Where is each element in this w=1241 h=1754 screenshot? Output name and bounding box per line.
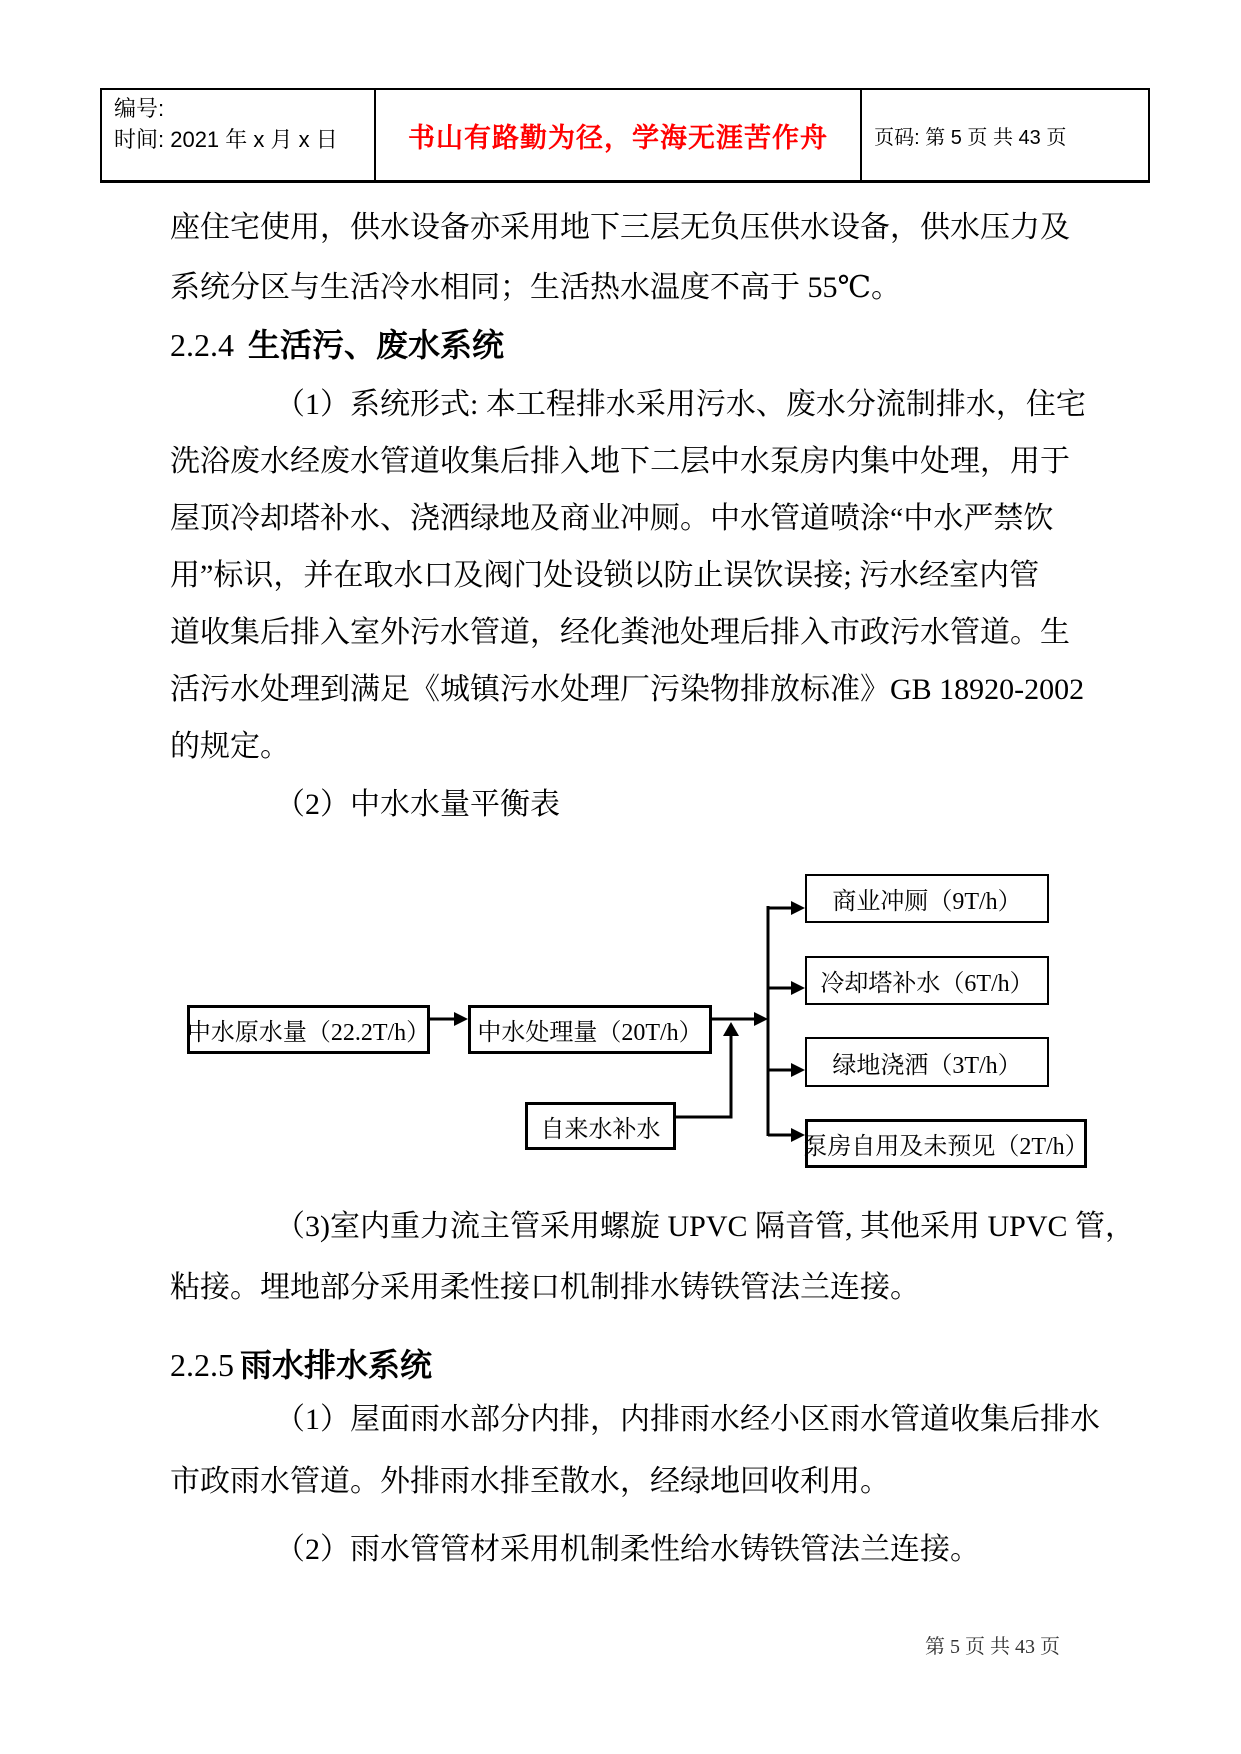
box-green-irrigation: 绿地浇洒（3T/h） (805, 1037, 1049, 1087)
header-left-cell (102, 90, 376, 180)
doc-date-label: 时间: 2021 年 x 月 x 日 (114, 127, 338, 152)
section-heading-224 (170, 323, 504, 367)
section-title: 生活污、废水系统 (248, 327, 505, 363)
box-pump-room: 泵房自用及未预见（2T/h） (805, 1119, 1087, 1168)
header-table (100, 88, 1150, 183)
paragraph-line: （1）系统形式: 本工程排水采用污水、废水分流制排水，住宅 (275, 388, 1086, 421)
paragraph-line: 洗浴废水经废水管道收集后排入地下二层中水泵房内集中处理，用于 (170, 445, 1070, 478)
section-heading-225 (170, 1343, 432, 1387)
paragraph-line: 座住宅使用，供水设备亦采用地下三层无负压供水设备，供水压力及 (170, 211, 1070, 244)
paragraph-line: 用”标识，并在取水口及阀门处设锁以防止误饮误接; 污水经室内管 (170, 559, 1040, 592)
box-cooling-tower: 冷却塔补水（6T/h） (805, 956, 1049, 1005)
footer-page-number: 第 5 页 共 43 页 (925, 1636, 1060, 1658)
paragraph-line: （2）雨水管管材采用机制柔性给水铸铁管法兰连接。 (275, 1533, 980, 1566)
header-page-label: 页码: 第 5 页 共 43 页 (874, 126, 1067, 149)
paragraph-line: （3)室内重力流主管采用螺旋 UPVC 隔音管, 其他采用 UPVC 管， (275, 1210, 1136, 1243)
box-treatment: 中水处理量（20T/h） (468, 1005, 712, 1054)
section-number: 2.2.4 (170, 327, 234, 363)
paragraph-line: 粘接。埋地部分采用柔性接口机制排水铸铁管法兰连接。 (170, 1271, 920, 1304)
header-page-cell (862, 90, 1148, 180)
paragraph-line: 活污水处理到满足《城镇污水处理厂污染物排放标准》GB 18920-2002 (170, 673, 1085, 706)
paragraph-line: 屋顶冷却塔补水、浇洒绿地及商业冲厕。中水管道喷涂“中水严禁饮 (170, 502, 1054, 535)
header-motto-text: 书山有路勤为径，学海无涯苦作舟 (408, 122, 829, 153)
box-tap-water: 自来水补水 (525, 1102, 676, 1150)
box-commercial-flush: 商业冲厕（9T/h） (805, 874, 1049, 923)
box-raw-water: 中水原水量（22.2T/h） (187, 1005, 430, 1054)
header-motto-cell (376, 90, 862, 180)
doc-number-label: 编号: (114, 96, 165, 121)
section-number: 2.2.5 (170, 1347, 234, 1383)
paragraph-line: （2）中水水量平衡表 (275, 788, 560, 821)
section-title: 雨水排水系统 (240, 1347, 433, 1383)
paragraph-line: 系统分区与生活冷水相同；生活热水温度不高于 55℃。 (170, 271, 902, 304)
paragraph-line: 市政雨水管道。外排雨水排至散水，经绿地回收利用。 (170, 1465, 890, 1498)
paragraph-line: （1）屋面雨水部分内排，内排雨水经小区雨水管道收集后排水 (275, 1403, 1100, 1436)
paragraph-line: 道收集后排入室外污水管道，经化粪池处理后排入市政污水管道。生 (170, 616, 1070, 649)
paragraph-line: 的规定。 (170, 730, 290, 763)
